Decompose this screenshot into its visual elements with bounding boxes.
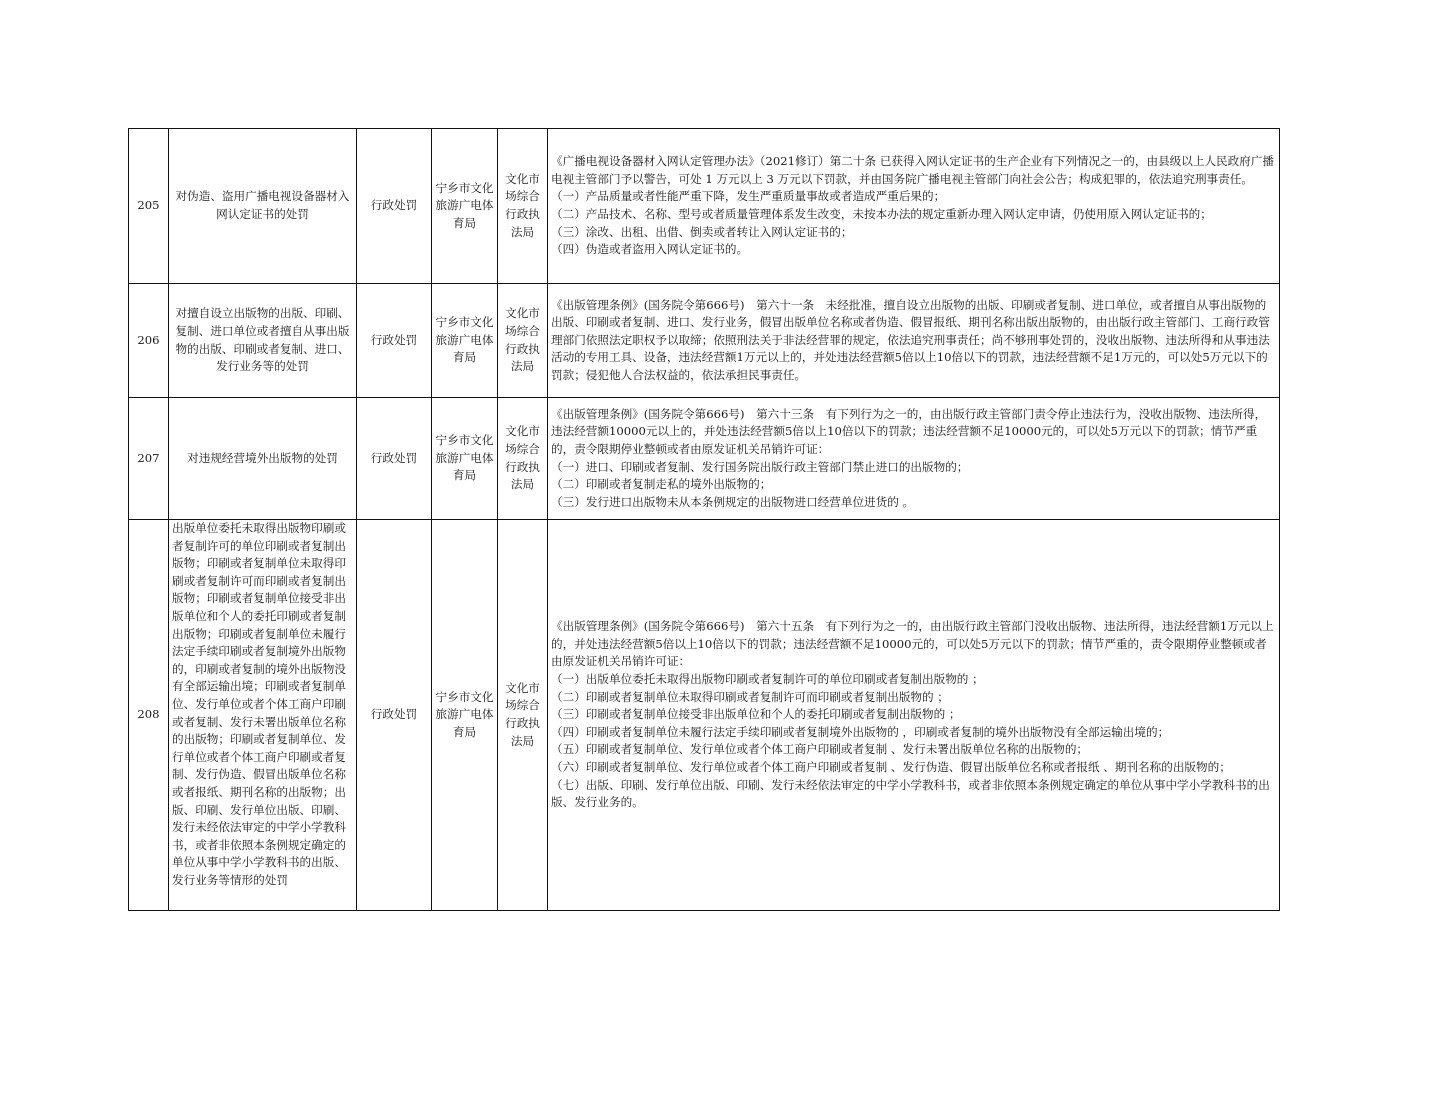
table-row xyxy=(129,129,1280,284)
legal-basis-text: （一）产品质量或者性能严重下降，发生严重质量事故或者造成严重后果的； xyxy=(551,189,946,204)
item-name: 对违规经营境外出版物的处罚 xyxy=(169,398,357,520)
table-row xyxy=(129,284,1280,398)
enforcement-agency: 文化市场综合行政执法局 xyxy=(498,129,548,284)
legal-basis-text: （七）出版、印刷、发行单位出版、印刷、发行未经依法审定的中学小学教科书，或者非依照本条例规定确定的单位从事中学小学教科书的出版、发行业务的。 xyxy=(551,777,1270,810)
legal-basis-text: （三）印刷或者复制单位接受非出版单位和个人的委托印刷或者复制出版物的 ； xyxy=(551,707,961,722)
legal-basis xyxy=(548,129,1280,284)
legal-basis-text: （二）印刷或者复制单位未取得印刷或者复制许可而印刷或者复制出版物的 ； xyxy=(551,689,949,704)
legal-basis-text: （二）产品技术、名称、型号或者质量管理体系发生改变，未按本办法的规定重新办理入网认定申请，仍使用原入网认定证书的； xyxy=(551,207,1212,221)
legal-basis-text: 《广播电视设备器材入网认定管理办法》（2021修订）第二十条 已获得入网认定证书的生产企业有下列情况之一的，由县级以上人民政府广播电视主管部门予以警告，可处 1 万元以上 3 万元以下罚款，并由国务院广播电视主管部门向社会公告；构成犯罪的，依法追究刑事责任。 xyxy=(551,154,1275,186)
legal-basis-text: （六）印刷或者复制单位、发行单位或者个体工商户印刷或者复制 、发行伪造、假冒出版单位名称或者报纸 、期刊名称的出版物的； xyxy=(551,759,1231,774)
legal-basis-text: （五）印刷或者复制单位、发行单位或者个体工商户印刷或者复制 、发行未署出版单位名称的出版物的； xyxy=(551,742,1089,757)
responsible-department: 宁乡市文化旅游广电体育局 xyxy=(432,284,498,398)
legal-basis-text: 《出版管理条例》(国务院令第666号) 第六十三条 有下列行为之一的，由出版行政主管部门责令停止违法行为，没收出版物、违法所得，违法经营额10000元以上的，并处违法经营额5倍以上10倍以下的罚款；违法经营额不足10000元的，可以处5万元以下的罚款；情节严重的，责令限期停业整顿或者由原发证机关吊销许可证： xyxy=(551,406,1267,456)
legal-basis xyxy=(548,284,1280,398)
item-name: 对伪造、盗用广播电视设备器材入网认定证书的处罚 xyxy=(169,129,357,284)
responsible-department: 宁乡市文化旅游广电体育局 xyxy=(432,129,498,284)
legal-basis xyxy=(548,398,1280,520)
item-type: 行政处罚 xyxy=(357,520,432,911)
legal-basis-text: （一）出版单位委托未取得出版物印刷或者复制许可的单位印刷或者复制出版物的 ； xyxy=(551,672,984,687)
enforcement-agency: 文化市场综合行政执法局 xyxy=(498,520,548,911)
row-number: 208 xyxy=(129,520,169,911)
legal-basis-text: （二）印刷或者复制走私的境外出版物的； xyxy=(551,477,772,492)
item-name-cell xyxy=(169,520,357,911)
table-row xyxy=(129,520,1280,911)
legal-basis-text: （三）涂改、出租、出借、倒卖或者转让入网认定证书的； xyxy=(551,224,853,239)
legal-basis-text: （四）伪造或者盗用入网认定证书的。 xyxy=(551,242,749,257)
row-number: 206 xyxy=(129,284,169,398)
legal-basis xyxy=(548,520,1280,911)
item-type: 行政处罚 xyxy=(357,284,432,398)
legal-basis-text: （四）印刷或者复制单位未履行法定手续印刷或者复制境外出版物的 ，印刷或者复制的境外出版物没有全部运输出境的； xyxy=(551,724,1170,739)
item-name: 对擅自设立出版物的出版、印刷、复制、进口单位或者擅自从事出版物的出版、印刷或者复制、进口、发行业务等的处罚 xyxy=(169,284,357,398)
table-row xyxy=(129,398,1280,520)
item-type: 行政处罚 xyxy=(357,129,432,284)
responsible-department: 宁乡市文化旅游广电体育局 xyxy=(432,520,498,911)
legal-basis-text: 《出版管理条例》(国务院令第666号) 第六十一条 未经批准，擅自设立出版物的出版、印刷或者复制、进口单位，或者擅自从事出版物的出版、印刷或者复制、进口、发行业务，假冒出版单位名称或者伪造、假冒报纸、期刊名称出版出版物的，由出版行政主管部门、工商行政管理部门依照法定职权予以取缔；依照刑法关于非法经营罪的规定，依法追究刑事责任；尚不够刑事处罚的，没收出版物、违法所得和从事违法活动的专用工具、设备，违法经营额1万元以上的，并处违法经营额5倍以上10倍以下的罚款，违法经营额不足1万元的，可以处5万元以下的罚款；侵犯他人合法权益的，依法承担民事责任。 xyxy=(551,297,1270,382)
legal-basis-text: （一）进口、印刷或者复制、发行国务院出版行政主管部门禁止进口的出版物的； xyxy=(551,459,969,474)
enforcement-agency: 文化市场综合行政执法局 xyxy=(498,284,548,398)
legal-basis-text: （三）发行进口出版物未从本条例规定的出版物进口经营单位进货的 。 xyxy=(551,494,915,509)
responsible-department: 宁乡市文化旅游广电体育局 xyxy=(432,398,498,520)
item-name: 出版单位委托未取得出版物印刷或者复制许可的单位印刷或者复制出版物；印刷或者复制单位未取得印刷或者复制许可而印刷或者复制出版物；印刷或者复制单位接受非出版单位和个人的委托印刷或者复制出版物；印刷或者复制单位未履行法定手续印刷或者复制境外出版物的，印刷或者复制的境外出版物没有全部运输出境；印刷或者复制单位、发行单位或者个体工商户印刷或者复制、发行未署出版单位名称的出版物；印刷或者复制单位、发行单位或者个体工商户印刷或者复制、发行伪造、假冒出版单位名称或者报纸、期刊名称的出版物；出版、印刷、发行单位出版、印刷、发行未经依法审定的中学小学教科书，或者非依照本条例规定确定的单位从事中学小学教科书的出版、发行业务等情形的处罚 xyxy=(172,521,346,887)
row-number: 207 xyxy=(129,398,169,520)
regulation-table xyxy=(128,128,1280,911)
row-number: 205 xyxy=(129,129,169,284)
item-type: 行政处罚 xyxy=(357,398,432,520)
legal-basis-text: 《出版管理条例》(国务院令第666号) 第六十五条 有下列行为之一的，由出版行政主管部门没收出版物、违法所得，违法经营额1万元以上的，并处违法经营额5倍以上10倍以下的罚款；违法经营额不足10000元的，可以处5万元以下的罚款；情节严重的，责令限期停业整顿或者由原发证机关吊销许可证： xyxy=(551,619,1274,669)
enforcement-agency: 文化市场综合行政执法局 xyxy=(498,398,548,520)
